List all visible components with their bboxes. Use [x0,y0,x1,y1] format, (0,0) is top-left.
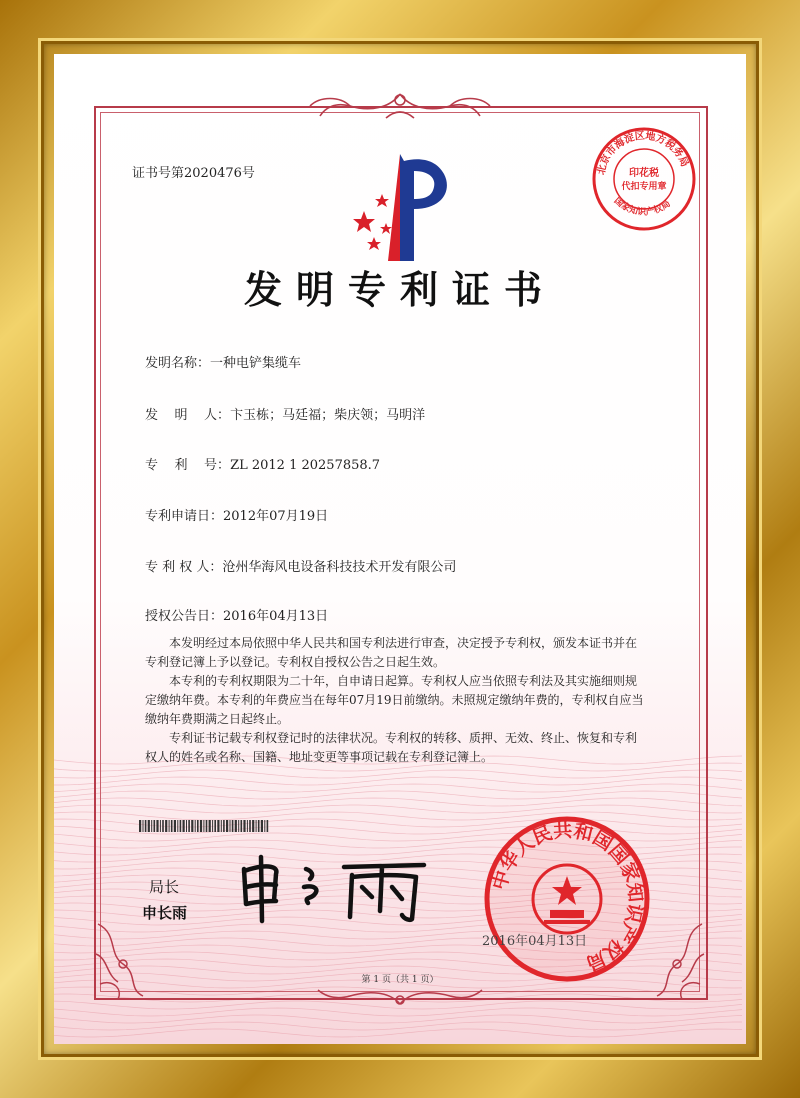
field-value: 卞玉栋；马廷福；柴庆领；马明洋 [230,408,426,423]
field-inventors [145,404,425,423]
bottom-ornament-icon [310,986,490,1010]
corner-ornament-left-icon [88,914,158,1004]
barcode-icon [139,820,269,832]
stamp-center-line2: 代扣专用章 [621,182,667,192]
field-value: 沧州华海风电设备科技技术开发有限公司 [222,560,457,575]
field-grant-date [145,605,328,624]
certificate-paper [54,54,746,1044]
director-signature-icon [234,849,434,924]
patent-office-logo-icon [344,149,454,264]
field-label: 专 利 权 人： [145,560,223,575]
field-value: 2016年04月13日 [223,609,329,624]
body-paragraph: 专利证书记载专利权登记时的法律状况。专利权的转移、质押、无效、终止、恢复和专利权人的姓名或名称、国籍、地址变更等事项记载在专利登记簿上。 [145,731,638,764]
field-label: 专 利 号： [145,458,231,473]
field-label: 发明名称： [145,356,211,371]
field-label: 专利申请日： [145,509,224,524]
body-paragraph: 本专利的专利权期限为二十年，自申请日起算。专利权人应当依照专利法及其实施细则规定缴纳年费。本专利的年费应当在每年07月19日前缴纳。未照规定缴纳年费的，专利权自应当缴纳年费期满之日起终止。 [145,674,644,726]
field-label: 授权公告日： [145,609,224,624]
field-value: 2012年07月19日 [223,509,329,524]
field-application-date [145,505,328,524]
field-value: 一种电铲集缆车 [210,356,302,371]
office-seal-icon [482,814,652,984]
certificate-body-text [145,634,645,767]
certificate-number: 证书号第2020476号 [132,166,255,181]
stamp-ring-text: 北京市海淀区地方税务局 [596,130,690,176]
field-patentee [145,556,456,575]
official-name: 申长雨 [142,904,188,922]
official-title: 局长 [149,878,180,896]
certificate-title: 发明专利证书 [243,268,556,312]
page-footer: 第 1 页（共 1 页） [361,975,439,985]
field-patent-number [145,454,380,473]
stamp-center-line1: 印花税 [629,168,659,179]
body-paragraph: 本发明经过本局依照中华人民共和国专利法进行审查，决定授予专利权，颁发本证书并在专利登记簿上予以登记。专利权自授权公告之日起生效。 [145,636,638,669]
field-label: 发 明 人： [145,408,231,423]
corner-ornament-right-icon [642,914,712,1004]
seal-ring-text: 中华人民共和国国家知识产权局 [488,819,647,975]
stamp-bottom-text: 国家知识产权局 [611,195,673,218]
field-invention-name [145,352,301,371]
field-value: ZL 2012 1 20257858.7 [230,458,381,473]
seal-date: 2016年04月13日 [482,934,588,949]
top-ornament-icon [290,88,510,124]
tax-stamp-icon [589,124,699,234]
